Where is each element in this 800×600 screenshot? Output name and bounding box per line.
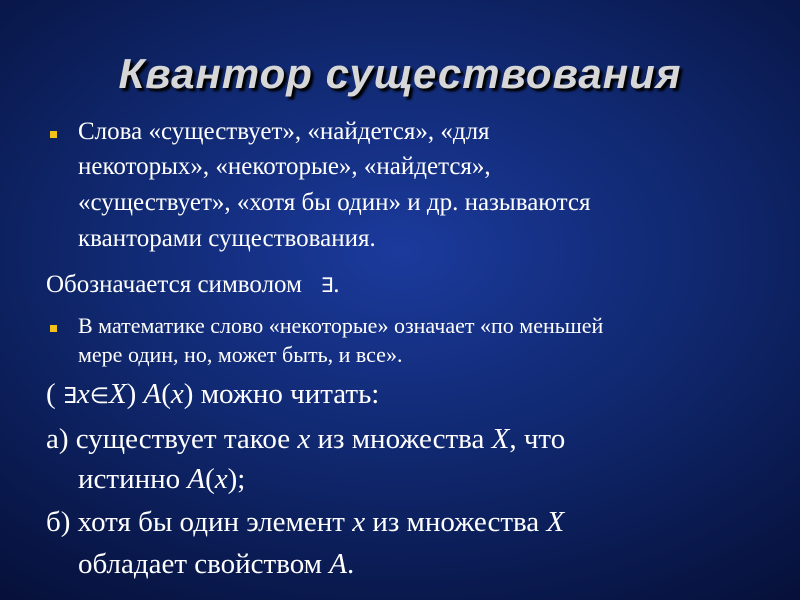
reading-a-line1 xyxy=(46,423,565,456)
formula-set: X xyxy=(108,378,127,410)
formula-paren-close: ) xyxy=(183,378,194,410)
formula-in-symbol: ∈ xyxy=(89,384,109,409)
formula-pred-var: x xyxy=(170,378,184,410)
reading-a-line2 xyxy=(78,463,245,496)
reading-b-var: x xyxy=(352,506,366,538)
bullet2-line: В математике слово «некоторые» означает «по меньшей xyxy=(78,313,604,338)
reading-a-set: X xyxy=(491,423,510,455)
bullet1-line: Слова «существует», «найдется», «для xyxy=(78,118,490,145)
denote-end: . xyxy=(333,271,340,298)
exists-symbol: ∃ xyxy=(320,273,334,297)
reading-b-end: . xyxy=(347,548,355,580)
reading-a-paren-open: ( xyxy=(205,463,215,495)
bullet-marker xyxy=(50,325,57,332)
reading-a-marker: а) xyxy=(46,423,69,455)
denote-text: Обозначается символом xyxy=(46,271,302,298)
reading-a-text2: из множества xyxy=(317,423,485,455)
bullet1-line: некоторых», «некоторые», «найдется», xyxy=(78,153,491,180)
reading-b-text3: обладает свойством xyxy=(78,548,323,580)
reading-b-line2 xyxy=(78,548,354,581)
formula-close: ) xyxy=(126,378,137,410)
reading-a-text3: , что xyxy=(509,423,566,455)
reading-b-text2: из множества xyxy=(372,506,540,538)
denote-line xyxy=(46,271,340,299)
reading-b-set: X xyxy=(546,506,565,538)
bullet-marker xyxy=(50,131,57,138)
reading-a-pred-var: x xyxy=(214,463,228,495)
formula-tail: можно читать: xyxy=(200,378,380,410)
formula-exists-symbol: ∃ xyxy=(62,384,77,409)
formula-pred: A xyxy=(143,378,162,410)
formula-var: x xyxy=(76,378,90,410)
bullet1-line: кванторами существования. xyxy=(78,225,376,252)
reading-a-text1: существует такое xyxy=(75,423,291,455)
reading-a-var: x xyxy=(297,423,311,455)
reading-b-line1 xyxy=(46,506,564,539)
formula-paren-open: ( xyxy=(161,378,171,410)
reading-b-text1: хотя бы один элемент xyxy=(77,506,345,538)
bullet2-line: мере один, но, может быть, и все». xyxy=(78,342,403,367)
reading-a-paren-close: ); xyxy=(227,463,246,495)
formula-line xyxy=(46,378,379,411)
reading-b-pred: A xyxy=(329,548,347,580)
slide-title: Квантор существования xyxy=(118,50,682,97)
bullet1-line: «существует», «хотя бы один» и др. называются xyxy=(78,189,591,216)
reading-a-text4: истинно xyxy=(78,463,181,495)
formula-open: ( xyxy=(46,378,56,410)
reading-b-marker: б) xyxy=(46,506,71,538)
reading-a-pred: A xyxy=(187,463,206,495)
